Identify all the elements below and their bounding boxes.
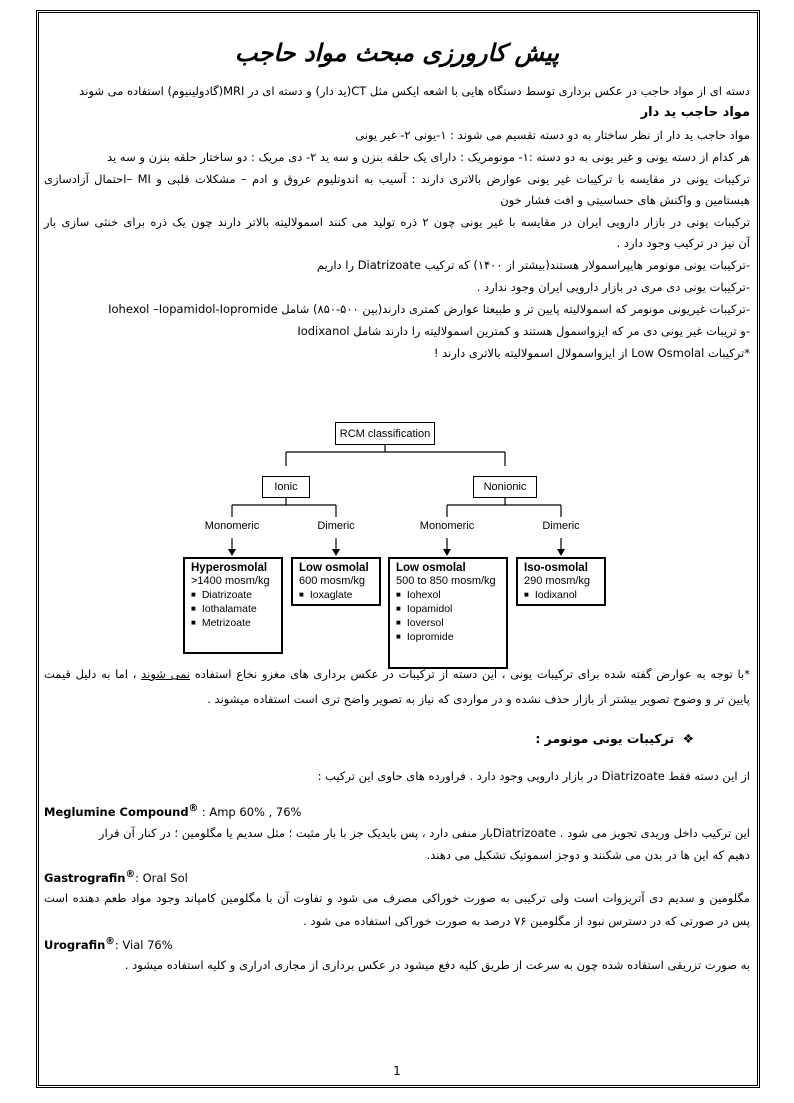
- leaf-item: ■ Metrizoate: [191, 616, 275, 630]
- leaf-title: Low osmolal: [299, 562, 369, 574]
- product-spec: : Amp 60% , 76%: [198, 804, 302, 819]
- body-line: پس در صورتی که در دسترس نبود از مگلومین ۷۶ درصد به صورت خوراکی استفاده می شود .: [303, 914, 750, 928]
- product-name: Gastrografin: [44, 870, 126, 885]
- node-nonionic: Nonionic: [473, 476, 537, 498]
- product-name: Urografin: [44, 937, 106, 952]
- product-gastrografin: [44, 866, 750, 887]
- leaf-iso-osmolal: [516, 557, 606, 606]
- body-line: مگلومین و سدیم دی آتریزوات است ولی ترکیبی به صورت خوراکی مصرف می شود و تفاوت آن با مگلومین کامپاند وجود مواد طعم دهنده است: [44, 891, 750, 905]
- leaf-title: Low osmolal: [396, 562, 466, 574]
- body-line: *ترکیبات Low Osmolal از ایزواسمولال اسمولالیته بالاتری دارند !: [433, 346, 750, 360]
- leaf-low-osmolal-nonionic: [388, 557, 508, 669]
- label-dimeric: Dimeric: [317, 520, 355, 532]
- leaf-range: >1400 mosm/kg: [191, 575, 270, 587]
- body-line: به صورت تزریقی استفاده شده چون به سرعت از طریق کلیه دفع میشود در عکس برداری از مجاری ادراری و کلیه استفاده میشود .: [124, 958, 750, 972]
- leaf-item: ■ Iohexol: [396, 588, 500, 602]
- intro-line: دسته ای از مواد حاجب در عکس برداری توسط دستگاه هایی با اشعه ایکس مثل CT(ید دار) و دسته ای در MRI(گادولینیوم) استفاده می شوند: [79, 84, 750, 98]
- page-number: 1: [393, 1064, 401, 1078]
- product-spec: : Oral Sol: [135, 870, 188, 885]
- body-line: ترکیبات یونی در مقایسه با ترکیبات غیر یونی عوارض بالاتری دارند : آسیب به اندوتلیوم عروق و ادم – مشکلات قلبی و MI –احتمال آزادسازی: [44, 172, 750, 186]
- body-line: این ترکیب داخل وریدی تجویز می شود . Diatrizoateبار منفی دارد ، پس بایدیک جز با بار مثبت ؛ مثل سدیم یا مگلومین ؛ در کنار آن قرار: [98, 826, 750, 840]
- leaf-item: ■ Iothalamate: [191, 602, 275, 616]
- product-name: Meglumine Compound: [44, 804, 189, 819]
- node-ionic: Ionic: [262, 476, 310, 498]
- body-line: دهیم که این ها در بدن می شکنند و دوجز اسموتیک تشکیل می دهند.: [426, 848, 750, 862]
- body-line: -و تریبات غیر یونی دی مر که ایزواسمول هستند و کمترین اسمولالیته را دارند شامل Iodixanol: [297, 324, 750, 338]
- label-dimeric: Dimeric: [542, 520, 580, 532]
- note-text: *با توجه به عوارض گفته شده برای ترکیبات یونی ، این دسته از ترکیبات در عکس برداری های مغزو نخاع استفاده: [190, 667, 750, 681]
- note-underlined: نمی شوند: [141, 667, 191, 681]
- body-line: -ترکیبات غیریونی مونومر که اسمولالیته پایین تر و طبیعتا عوارض کمتری دارند(بین ۵۰۰-۸۵۰) شامل Iohexol –Iopamidol-Iopromide: [108, 302, 750, 316]
- leaf-low-osmolal-ionic: [291, 557, 381, 606]
- registered-mark: ®: [105, 936, 115, 947]
- body-line: از این دسته فقط Diatrizoate در بازار دارویی وجود دارد . فراورده های حاوی این ترکیب :: [317, 769, 750, 783]
- leaf-hyperosmolal: [183, 557, 283, 654]
- body-line: -ترکیبات یونی مونومر هایپراسمولار هستند(بیشتر از ۱۴۰۰) که ترکیب Diatrizoate را داریم: [316, 258, 750, 272]
- leaf-item: ■ Iopamidol: [396, 602, 500, 616]
- note-line: [44, 665, 750, 683]
- diamond-bullet-icon: ❖: [682, 731, 694, 746]
- body-line: هیستامین و واکنش های حساسیتی و افت فشار خون: [500, 193, 750, 207]
- body-line: -ترکیبات یونی دی مری در بازار دارویی ایران وجود ندارد .: [476, 280, 750, 294]
- leaf-item: ■ Ioxaglate: [299, 588, 373, 602]
- body-line: ترکیبات یونی در بازار دارویی ایران در مقایسه با غیر یونی چون ۲ ذره تولید می کنند اسمولالیته بالاتر دارند چون یک ذره برای خنثی سازی بار: [44, 215, 750, 229]
- leaf-title: Iso-osmolal: [524, 562, 588, 574]
- note-text: ، اما به دلیل قیمت: [44, 667, 142, 681]
- body-line: هر کدام از دسته یونی و غیر یونی به دو دسته :۱- مونومریک : دارای یک حلقه بنزن و سه ید ۲- دی مریک : دو ساختار حلقه بنزن و سه ید: [107, 150, 750, 164]
- body-line: مواد حاجب ید دار از نظر ساختار به دو دسته تقسیم می شوند : ۱-یونی ۲- غیر یونی: [355, 128, 750, 142]
- section-heading-text: ترکیبات یونی مونومر :: [535, 731, 675, 746]
- leaf-title: Hyperosmolal: [191, 562, 268, 574]
- root-node: RCM classification: [335, 422, 435, 445]
- product-urografin: [44, 933, 750, 954]
- leaf-item: ■ Iodixanol: [524, 588, 598, 602]
- section-heading-iodinated: مواد حاجب ید دار: [640, 105, 750, 120]
- leaf-range: 290 mosm/kg: [524, 575, 591, 587]
- leaf-item: ■ Iopromide: [396, 630, 500, 644]
- registered-mark: ®: [125, 869, 136, 880]
- leaf-item: ■ Ioversol: [396, 616, 500, 630]
- product-meglumine: [44, 800, 750, 821]
- label-monomeric: Monomeric: [204, 520, 260, 532]
- registered-mark: ®: [188, 803, 199, 814]
- note-line: پایین تر و وضوح تصویر بیشتر از بازار حذف نشده و در مواردی که نیاز به تصویر واضح تری است استفاده میشوند .: [207, 692, 750, 706]
- leaf-range: 500 to 850 mosm/kg: [396, 575, 496, 587]
- product-spec: : Vial 76%: [114, 937, 173, 952]
- leaf-item: ■ Diatrizoate: [191, 588, 275, 602]
- body-line: آن نیز در ترکیب وجود دارد .: [616, 236, 750, 250]
- leaf-range: 600 mosm/kg: [299, 575, 366, 587]
- section-heading-ionic-monomer: [44, 730, 694, 748]
- page-title: پیش کارورزی مبحث مواد حاجب: [234, 38, 560, 67]
- label-monomeric: Monomeric: [419, 520, 475, 532]
